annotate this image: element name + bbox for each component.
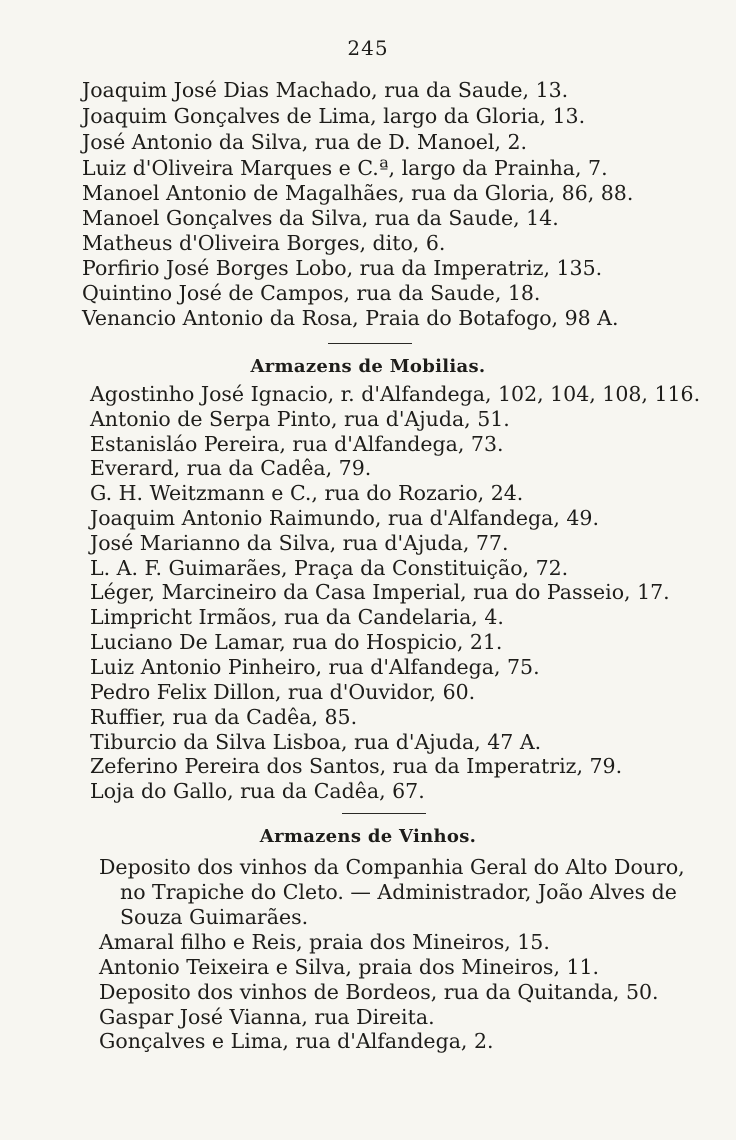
list-item: Matheus d'Oliveira Borges, dito, 6. xyxy=(82,231,446,255)
list-item: Luiz d'Oliveira Marques e C.ª, largo da Prainha, 7. xyxy=(82,156,608,180)
list-item: Manoel Gonçalves da Silva, rua da Saude, 14. xyxy=(82,206,559,230)
list-item: Tiburcio da Silva Lisboa, rua d'Ajuda, 47 A. xyxy=(90,730,542,754)
list-item: G. H. Weitzmann e C., rua do Rozario, 24. xyxy=(90,481,524,505)
list-item: Everard, rua da Cadêa, 79. xyxy=(90,456,372,480)
list-item: Ruffier, rua da Cadêa, 85. xyxy=(90,705,358,729)
section-heading-vinhos: Armazens de Vinhos. xyxy=(259,826,477,847)
list-item: Estanisláo Pereira, rua d'Alfandega, 73. xyxy=(90,432,504,456)
list-item: Deposito dos vinhos da Companhia Geral do Alto Douro, xyxy=(99,855,685,879)
list-item: Pedro Felix Dillon, rua d'Ouvidor, 60. xyxy=(90,680,476,704)
list-item: Antonio de Serpa Pinto, rua d'Ajuda, 51. xyxy=(90,407,510,431)
list-item: Porfirio José Borges Lobo, rua da Imperatriz, 135. xyxy=(82,256,603,280)
list-item: Joaquim José Dias Machado, rua da Saude, 13. xyxy=(82,78,569,102)
list-item-continuation: no Trapiche do Cleto. — Administrador, João Alves de xyxy=(120,880,677,904)
list-item: José Antonio da Silva, rua de D. Manoel, 2. xyxy=(82,130,528,154)
list-item: Zeferino Pereira dos Santos, rua da Imperatriz, 79. xyxy=(90,754,623,778)
list-item: Joaquim Gonçalves de Lima, largo da Gloria, 13. xyxy=(82,104,586,128)
section-heading-mobilias: Armazens de Mobilias. xyxy=(250,356,486,377)
list-item: Deposito dos vinhos de Bordeos, rua da Quitanda, 50. xyxy=(99,980,659,1004)
page-number: 245 xyxy=(347,36,389,60)
list-item: Venancio Antonio da Rosa, Praia do Botafogo, 98 A. xyxy=(82,306,619,330)
list-item: Luciano De Lamar, rua do Hospicio, 21. xyxy=(90,630,503,654)
list-item: Quintino José de Campos, rua da Saude, 18. xyxy=(82,281,541,305)
list-item: Léger, Marcineiro da Casa Imperial, rua do Passeio, 17. xyxy=(90,580,670,604)
list-item: Agostinho José Ignacio, r. d'Alfandega, 102, 104, 108, 116. xyxy=(90,382,701,406)
list-item: José Marianno da Silva, rua d'Ajuda, 77. xyxy=(90,531,509,555)
list-item: Joaquim Antonio Raimundo, rua d'Alfandega, 49. xyxy=(90,506,599,530)
list-item: Gaspar José Vianna, rua Direita. xyxy=(99,1005,435,1029)
list-item: Limpricht Irmãos, rua da Candelaria, 4. xyxy=(90,605,504,629)
list-item-continuation: Souza Guimarães. xyxy=(120,905,309,929)
section-divider xyxy=(328,343,412,344)
list-item: Gonçalves e Lima, rua d'Alfandega, 2. xyxy=(99,1029,494,1053)
list-item: Amaral filho e Reis, praia dos Mineiros, 15. xyxy=(99,930,550,954)
list-item: Antonio Teixeira e Silva, praia dos Mineiros, 11. xyxy=(99,955,600,979)
list-item: Luiz Antonio Pinheiro, rua d'Alfandega, 75. xyxy=(90,655,540,679)
list-item: Loja do Gallo, rua da Cadêa, 67. xyxy=(90,779,425,803)
list-item: L. A. F. Guimarães, Praça da Constituição, 72. xyxy=(90,556,569,580)
list-item: Manoel Antonio de Magalhães, rua da Gloria, 86, 88. xyxy=(82,181,634,205)
section-divider xyxy=(342,813,426,814)
